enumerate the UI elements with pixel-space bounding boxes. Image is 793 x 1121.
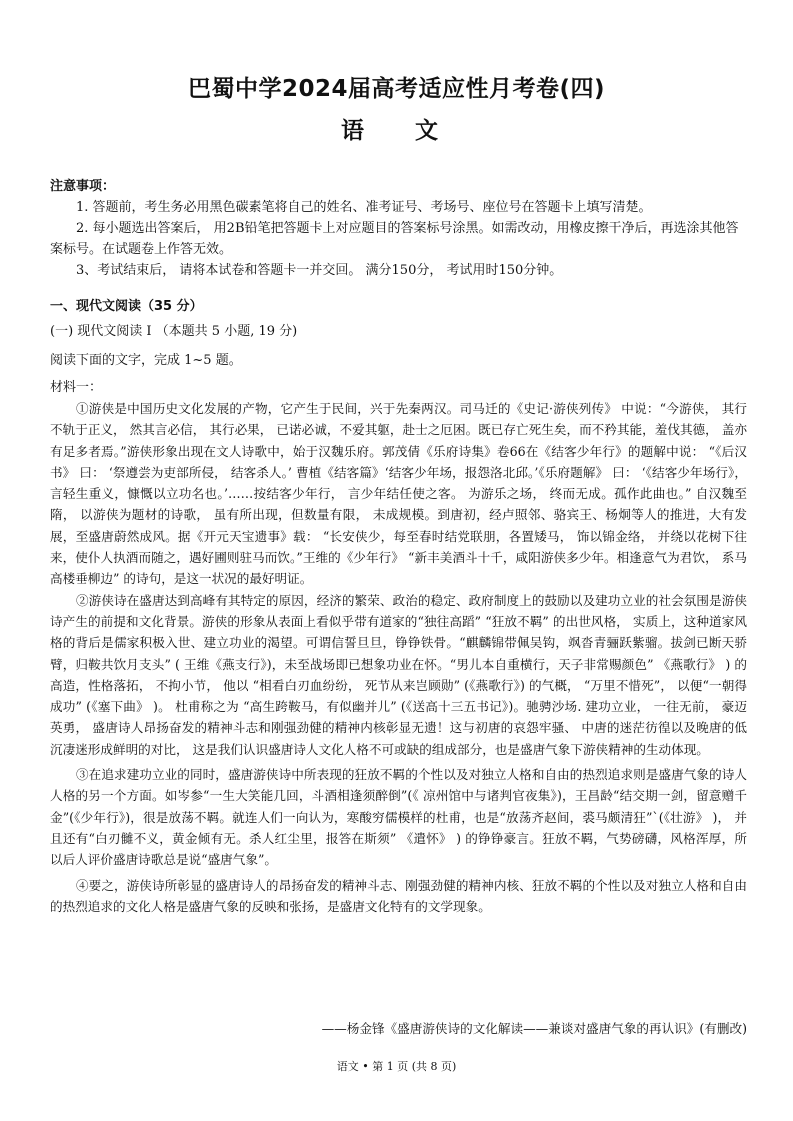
- subject-title: 语 文: [341, 118, 452, 144]
- article-paragraph: ③在追求建功立业的同时，盛唐游侠诗中所表现的狂放不羁的个性以及对独立人格和自由的热烈追求则是盛唐气象的诗人人格的另一个方面。如岑参“一生大笑能几回，斗酒相逢须醉倒”(《 凉州馆中与诸判官夜集》)，王昌龄“结交期一剑，留意赠千金”(《少年行》)，很是放荡不羁。就连人们一向认为，寒酸穷儒模样的杜甫，也是“放荡齐赵间，裘马颇清狂”`(《壮游》 )， 并且还有“白刃雠不义，黄金倾有无。杀人红尘里，报答在斯须” 《遣怀》 ) 的铮铮豪言。狂放不羁，气势磅礴，风格浑厚，所以后人评价盛唐诗歌总是说“盛唐气象”。: [50, 767, 747, 868]
- notes-title: 注意事项：: [50, 179, 116, 194]
- article-source: ——杨金锋《盛唐游侠诗的文化解读——兼谈对盛唐气象的再认识》(有删改): [321, 1021, 747, 1036]
- note-item: 2. 每小题选出答案后， 用2B铅笔把答题卡上对应题目的答案标号涂黑。如需改动，用橡皮擦干净后，再选涂其他答案标号。在试题卷上作答无效。: [50, 221, 739, 257]
- note-item: 3、考试结束后， 请将本试卷和答题卡一并交回。 满分150分， 考试用时150分钟。: [76, 263, 563, 278]
- material-label: 材料一：: [50, 380, 103, 395]
- article-body: [50, 398, 747, 917]
- note-item: 1. 答题前，考生务必用黑色碳素笔将自己的姓名、准考证号、考场号、座位号在答题卡上填写清楚。: [76, 200, 652, 215]
- notes-list: [50, 197, 747, 281]
- section-subheading: (一) 现代文阅读 I （本题共 5 小题, 19 分): [50, 324, 298, 339]
- exam-title: 巴蜀中学2024届高考适应性月考卷(四): [187, 76, 606, 102]
- reading-instruction: 阅读下面的文字，完成 1~5 题。: [50, 353, 242, 368]
- article-paragraph: ②游侠诗在盛唐达到高峰有其特定的原因，经济的繁荣、政治的稳定、政府制度上的鼓励以及建功立业的社会氛围是游侠诗产生的前提和文化背景。游侠的形象从表面上看似乎带有道家的“独往高蹈” “狂放不羁” 的出世风格， 实质上，这种道家风格的背后是儒家积极入世、建立功业的渴望。可谓信誓旦旦，铮铮铁骨。“麒麟锦带佩吴钩，飒沓青骊跃紫骝。拔剑已断天骄臂，归鞍共饮月支头” ( 王维《燕支行》)，未至战场即已想象功业在怀。“男儿本自重横行，天子非常赐颜色” 《燕歌行》 ) 的高造，性格落拓， 不拘小节， 他以 “相看白刃血纷纷， 死节从来岂顾勋” (《燕歌行》) 的气概， “万里不惜死”， 以便“一朝得成功” (《塞下曲》 )。 杜甫称之为 “高生跨鞍马，有似幽并儿” (《送高十三五书记》)。驰骋沙场. 建功立业， 一往无前， 豪迈英勇， 盛唐诗人昂扬奋发的精神斗志和刚强劲健的精神内核彰显无遗！这与初唐的哀怨牢骚、 中唐的迷茫彷徨以及晚唐的低沉凄迷形成鲜明的对比， 这是我们认识盛唐诗人文化人格不可或缺的组成部分，也是盛唐气象下游侠精神的生动体现。: [50, 592, 747, 757]
- article-paragraph: ④要之，游侠诗所彰显的盛唐诗人的昂扬奋发的精神斗志、刚强劲健的精神内核、狂放不羁的个性以及对独立人格和自由的热烈追求的文化人格是盛唐气象的反映和张扬，是盛唐文化特有的文学现象。: [50, 877, 747, 914]
- page-footer: 语文 • 第 1 页 (共 8 页): [336, 1060, 457, 1073]
- article-paragraph: ①游侠是中国历史文化发展的产物，它产生于民间，兴于先秦两汉。司马迁的《史记·游侠列传》 中说：“今游侠， 其行不轨于正义， 然其言必信， 其行必果， 已诺必诚，不爱其躯，赴士之厄困。既已存亡死生矣，而不矜其能，羞伐其德， 盖亦有足多者焉。”游侠形象出现在文人诗歌中，始于汉魏乐府。郭茂倩《乐府诗集》卷66在《结客少年行》的题解中说： “《后汉书》 曰： ‘祭遵尝为吏部所侵， 结客杀人。’ 曹植《结客篇》‘结客少年场，报怨洛北邱。’《乐府题解》 曰： ‘《结客少年场行》，言轻生重义，慷慨以立功名也。’……按结客少年行， 言少年结任使之客。 为游乐之场， 终而无成。孤作此曲也。” 自汉魏至隋， 以游侠为题材的诗歌， 虽有所出现，但数量有限， 未成规模。到唐初，经卢照邻、骆宾王、杨炯等人的推进，大有发展，至盛唐蔚然成风。据《开元天宝遗事》载： “长安侠少，每至春时结党联朋，各置矮马， 饰以锦金络， 并绕以花树下往来，使仆人执酒而随之，遇好圃则驻马而饮。”王维的《少年行》 “新丰美酒斗十千，咸阳游侠多少年。相逢意气为君饮， 系马高楼垂柳边” 的诗句，是这一状况的最好明证。: [50, 401, 747, 587]
- section-heading: 一、现代文阅读（35 分）: [50, 299, 203, 314]
